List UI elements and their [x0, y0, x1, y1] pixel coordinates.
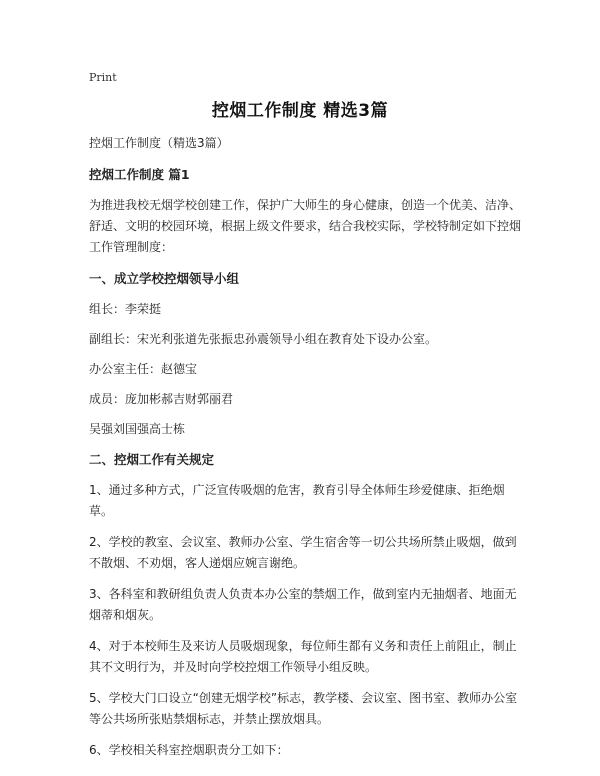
- section-heading-rules: 二、控烟工作有关规定: [89, 452, 215, 467]
- members-line: 成员：庞加彬郝吉财郭丽君: [89, 392, 234, 406]
- section-heading-article-1: 控烟工作制度 篇1: [89, 167, 190, 182]
- members-line-continued: 吴强刘国强高士栋: [89, 422, 186, 436]
- subtitle-paragraph: 控烟工作制度（精选3篇）: [89, 136, 229, 150]
- rule-item-2: 2、学校的教室、会议室、教师办公室、学生宿舍等一切公共场所禁止吸烟，做到不散烟、不劝烟，客人递烟应婉言谢绝。: [89, 535, 517, 570]
- deputy-leader-line: 副组长：宋光利张道先张振忠孙震领导小组在教育处下设办公室。: [89, 332, 438, 346]
- rule-item-3: 3、各科室和教研组负责人负责本办公室的禁烟工作，做到室内无抽烟者、地面无烟蒂和烟灰。: [89, 587, 517, 622]
- group-leader-line: 组长：李荣挺: [89, 302, 162, 316]
- rule-item-5: 5、学校大门口设立“创建无烟学校”标志，教学楼、会议室、图书室、教师办公室等公共场所张贴禁烟标志，并禁止摆放烟具。: [89, 691, 518, 726]
- document-body: [89, 133, 521, 771]
- rule-item-4: 4、对于本校师生及来访人员吸烟现象，每位师生都有义务和责任上前阻止，制止其不文明行为，并及时向学校控烟工作领导小组反映。: [89, 639, 517, 674]
- rule-item-6: 6、学校相关科室控烟职责分工如下：: [89, 743, 289, 757]
- intro-paragraph: 为推进我校无烟学校创建工作，保护广大师生的身心健康，创造一个优美、洁净、舒适、文明的校园环境，根据上级文件要求，结合我校实际，学校特制定如下控烟工作管理制度：: [89, 198, 522, 254]
- section-heading-group: 一、成立学校控烟领导小组: [89, 271, 240, 286]
- page-title: 控烟工作制度 精选3篇: [211, 101, 389, 121]
- rule-item-1: 1、通过多种方式，广泛宣传吸烟的危害，教育引导全体师生珍爱健康、拒绝烟草。: [89, 483, 505, 518]
- office-director-line: 办公室主任：赵德宝: [89, 362, 198, 376]
- print-label[interactable]: Print: [89, 71, 117, 84]
